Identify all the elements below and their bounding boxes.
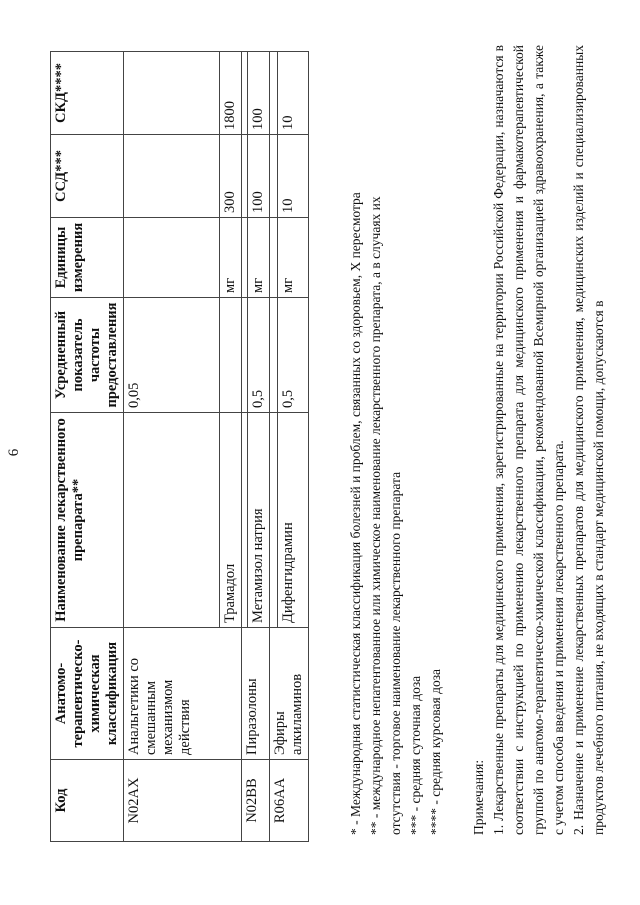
drug-frequency-cell: 0,5	[278, 298, 309, 413]
table-row	[124, 52, 220, 842]
header-atc-group: Анатомо-терапевтическо-химическая классификация	[51, 628, 124, 760]
notes-title: Примечания:	[471, 759, 486, 835]
empty-cell	[124, 413, 220, 628]
header-frequency: Усредненный показатель частоты предоставления	[51, 298, 124, 413]
atc-group-cell: Пиразолоны	[242, 628, 270, 760]
footnotes	[346, 192, 446, 835]
drug-standard-table	[50, 51, 309, 842]
table-header-row	[51, 52, 124, 842]
skd-cell: 10	[278, 52, 309, 135]
group-frequency-cell	[270, 298, 278, 413]
footnote-line: ** - международное непатентованное или химическое наименование лекарственного препарата, а в случаях их	[368, 196, 383, 835]
footnote-line: * - Международная статистическая классификация болезней и проблем, связанных со здоровьем, X пересмотра	[348, 192, 363, 835]
atc-code-cell: N02BB	[242, 760, 270, 842]
atc-code-cell: R06AA	[270, 760, 309, 842]
header-drug-name: Наименование лекарственного препарата**	[51, 413, 124, 628]
skd-cell: 1800	[220, 52, 242, 135]
skd-cell: 100	[248, 52, 270, 135]
drug-name-cell: Дифенгидрамин	[278, 413, 309, 628]
units-cell: мг	[220, 218, 242, 298]
atc-code-cell: N02AX	[124, 760, 242, 842]
header-units: Единицы измерения	[51, 218, 124, 298]
header-ssd: ССД***	[51, 135, 124, 218]
footnote-line: *** - средняя суточная доза	[408, 675, 423, 835]
drug-frequency-cell	[220, 298, 242, 413]
notes-section	[469, 45, 609, 835]
drug-name-cell: Метамизол натрия	[248, 413, 270, 628]
ssd-cell: 300	[220, 135, 242, 218]
empty-cell	[124, 135, 220, 218]
empty-cell	[270, 413, 278, 628]
header-code: Код	[51, 760, 124, 842]
drug-name-cell: Трамадол	[220, 413, 242, 628]
ssd-cell: 100	[248, 135, 270, 218]
empty-cell	[270, 135, 278, 218]
empty-cell	[270, 52, 278, 135]
note-paragraph: 1. Лекарственные препараты для медицинского применения, зарегистрированные на территории Российской Федерации, назначаются в соответствии с инструкцией по применению лекарственного препарата для медицинского применения и фармакотерапевтической группой по анатомо-терапевтическо-химической классификации, рекомендованной Всемирной организацией здравоохранения, а также с учетом способа введения и применения лекарственного препарата.	[491, 45, 566, 835]
empty-cell	[270, 218, 278, 298]
drug-frequency-cell: 0,5	[248, 298, 270, 413]
atc-group-cell: Анальгетики со смешанным механизмом действия	[124, 628, 242, 760]
footnote-line: отсутствия - торговое наименование лекарственного препарата	[388, 471, 403, 835]
empty-cell	[124, 52, 220, 135]
note-paragraph: 2. Назначение и применение лекарственных препаратов для медицинского применения, медицинских изделий и специализированных продуктов лечебного питания, не входящих в стандарт медицинской помощи, допускаются в	[571, 45, 606, 835]
empty-cell	[124, 218, 220, 298]
atc-group-cell: Эфиры алкиламинов	[270, 628, 309, 760]
units-cell: мг	[248, 218, 270, 298]
table-row	[270, 52, 278, 842]
units-cell: мг	[278, 218, 309, 298]
header-skd: СКД****	[51, 52, 124, 135]
ssd-cell: 10	[278, 135, 309, 218]
footnote-line: **** - средняя курсовая доза	[428, 668, 443, 835]
group-frequency-cell: 0,05	[124, 298, 220, 413]
page-number: 6	[6, 448, 22, 457]
